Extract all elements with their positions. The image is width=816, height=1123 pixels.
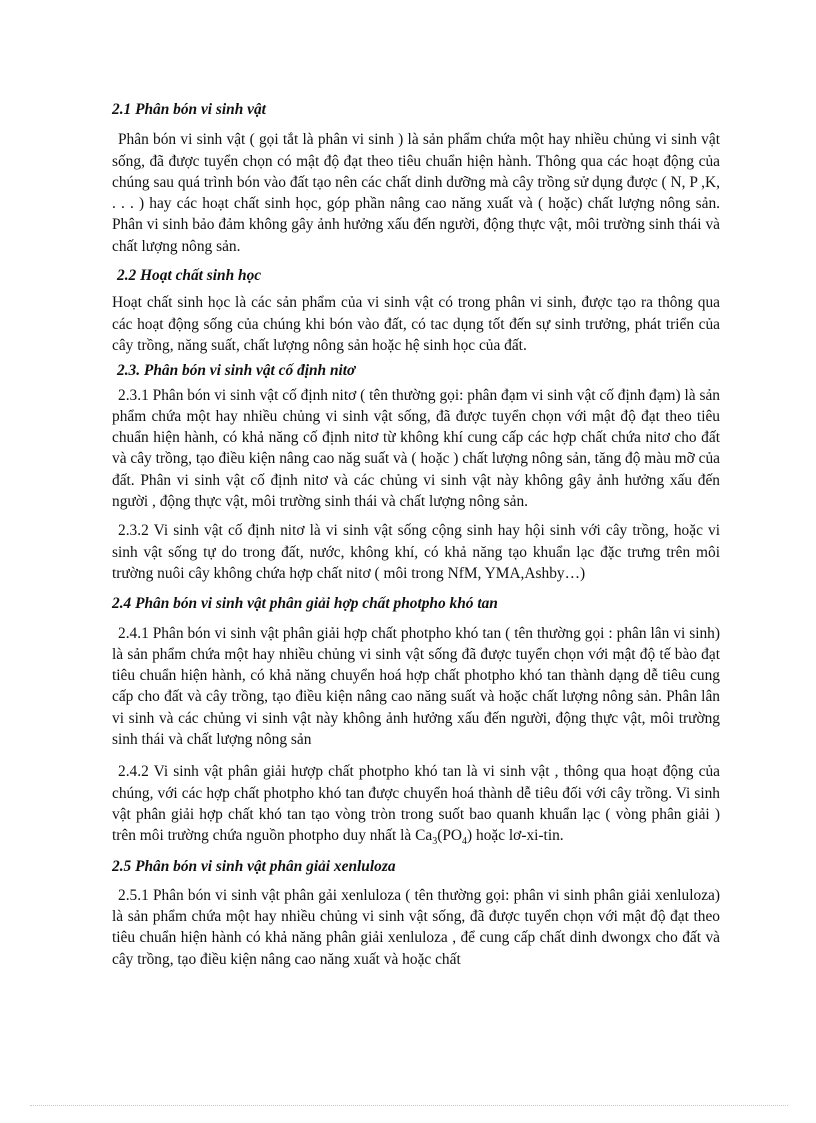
paragraph-2-4-2-tail: hoặc lơ-xi-tin. [472, 827, 564, 845]
paragraph-2-3-2: 2.3.2 Vi sinh vật cố định nitơ là vi sinh vật sống cộng sinh hay hội sinh với cây trồng, hoặc vi sinh vật sống tự do trong đất, nước, không khí, có khả năng tạo khuẩn lạc đặc trưng trên môi trường nuôi cây không chứa hợp chất nitơ ( môi trong NfM, YMA,Ashby…) [112, 522, 720, 582]
paragraph-2-4-2 [112, 761, 720, 846]
document-body [112, 99, 720, 970]
paragraph-2-1: Phân bón vi sinh vật ( gọi tắt là phân vi sinh ) là sản phẩm chứa một hay nhiều chủng vi sinh vật sống, đã được tuyển chọn có mật độ đạt theo tiêu chuẩn hiện hành. Thông qua các hoạt động của chúng sau quá trình bón vào đất tạo nên các chất dinh dưỡng mà cây trồng sử dụng được ( N, P ,K, . . . ) hay các hoạt chất sinh học, góp phần nâng cao năng xuất và ( hoặc) chất lượng nông sản. Phân vi sinh bảo đảm không gây ảnh hưởng xấu đến người, động thực vật, môi trường sinh thái và chất lượng nông sản. [112, 131, 720, 255]
paragraph-2-2: Hoạt chất sinh học là các sản phẩm của vi sinh vật có trong phân vi sinh, được tạo ra thông qua các hoạt động sống của chúng khi bón vào đất, có tac dụng tốt đến sự sinh trưởng, phát triển của cây trồng, năng suất, chất lượng nông sản hoặc hệ sinh học của đất. [112, 294, 720, 354]
section-heading-2-4: 2.4 Phân bón vi sinh vật phân giải hợp chất photpho khó tan [112, 595, 498, 613]
page-bottom-divider [30, 1105, 788, 1106]
paragraph-2-4-2-text: 2.4.2 Vi sinh vật phân giải hượp chất photpho khó tan là vi sinh vật , thông qua hoạt động của chúng, với các hợp chất photpho khó tan được chuyển hoá thành dễ tiêu đối với cây trồng. Vi sinh vật phân giải hợp chất khó tan tạo vòng tròn trong suốt bao quanh khuẩn lạc ( vòng phân giải ) trên môi trường chứa nguồn photpho duy nhất là [112, 763, 720, 845]
section-heading-2-5: 2.5 Phân bón vi sinh vật phân giải xenluloza [112, 857, 396, 875]
paragraph-2-3-1: 2.3.1 Phân bón vi sinh vật cố định nitơ ( tên thường gọi: phân đạm vi sinh vật cố định đạm) là sản phẩm chứa một hay nhiều chủng vi sinh vật sống, đã được tuyển chọn với mật độ đạt theo tiêu chuẩn hiện hành, có khả năng cố định nitơ từ không khí cung cấp các hợp chất chứa nitơ cho đất và cây trồng, tạo điều kiện nâng cao năg suất và ( hoặc ) chất lượng nông sản, tăng độ màu mỡ của đất. Phân vi sinh vật cố định nitơ và các chủng vi sinh vật này không gây ảnh hưởng xấu đến người , động thực vật, môi trường sinh thái và chất lượng nông sản. [112, 386, 720, 511]
section-heading-2-3: 2.3. Phân bón vi sinh vật cố định nitơ [117, 362, 356, 380]
paragraph-2-5-1: 2.5.1 Phân bón vi sinh vật phân gải xenluloza ( tên thường gọi: phân vi sinh phân giải xenluloza) là sản phẩm chứa một hay nhiều chủng vi sinh vật sống, đã được tuyển chọn với mật độ đạt theo tiêu chuẩn hiện hành có khả năng phân giải xenluloza , để cung cấp chất dinh dwongx cho đất và cây trồng, tạo điều kiện nâng cao năng xuất và hoặc chất [112, 886, 720, 968]
section-heading-2-2: 2.2 Hoạt chất sinh học [117, 267, 262, 285]
chemical-formula: $Ca_3(PO_4)$ [415, 827, 473, 848]
paragraph-2-4-1: 2.4.1 Phân bón vi sinh vật phân giải hợp chất photpho khó tan ( tên thường gọi : phân lân vi sinh) là sản phẩm chứa một hay nhiều chủng vi sinh vật sống đã được tuyển chọn với mật độ tế bào đạt tiêu chuẩn hiện hành, có khả năng chuyển hoá hợp chất photpho khó tan thành dạng dễ tiêu cung cấp cho đất và cây trồng, tạo điều kiện nâng cao năng suất và hoặc chất lượng nông sản. Phân lân vi sinh và các chủng vi sinh vật này không ảnh hưởng xấu đến người, động thực vật, môi trường sinh thái và chất lượng nông sản [112, 624, 720, 749]
section-heading-2-1: 2.1 Phân bón vi sinh vật [112, 101, 266, 118]
